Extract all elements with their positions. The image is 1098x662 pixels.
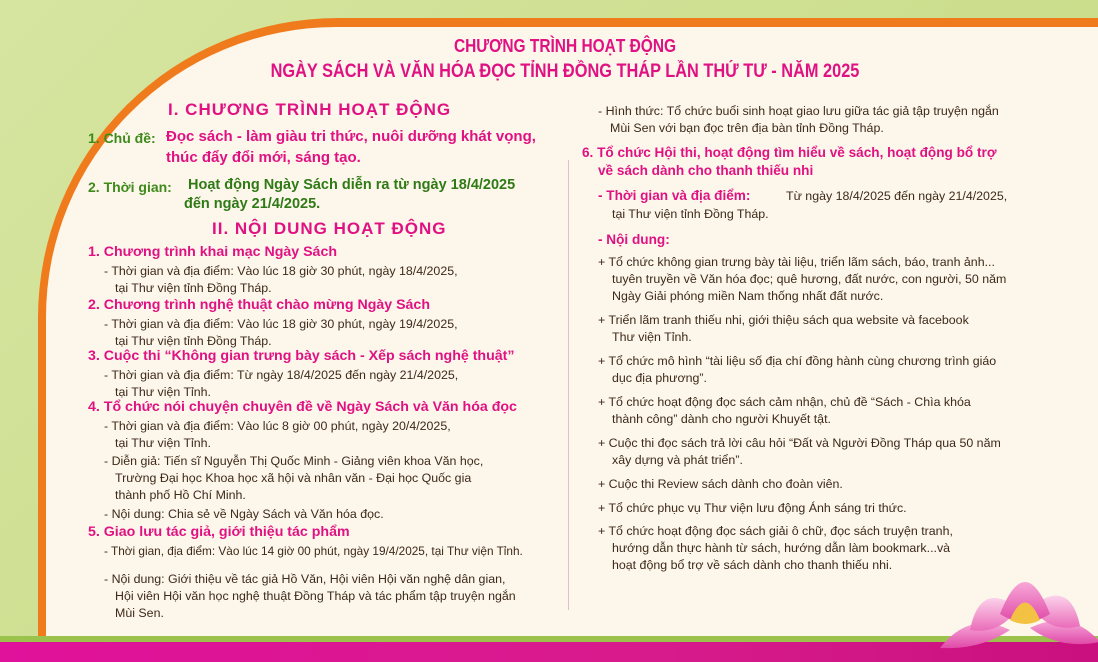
bullet-line: tuyên truyền về Văn hóa đọc; quê hương, đất nước, con người, 50 năm xyxy=(612,272,1007,286)
bullet-line: xây dựng và phát triển”. xyxy=(612,453,743,467)
column-divider xyxy=(568,160,569,610)
item5-line: - Nội dung: Giới thiệu về tác giả Hồ Văn, Hội viên Hội văn nghệ dân gian, xyxy=(104,572,506,586)
bullet-line: hướng dẫn thực hành từ sách, hướng dẫn làm bookmark...và xyxy=(612,541,951,555)
item2-line: tại Thư viện tỉnh Đồng Tháp. xyxy=(115,334,272,348)
lotus-flower-icon xyxy=(930,530,1098,662)
bullet-line: + Triển lãm tranh thiếu nhi, giới thiệu sách qua website và facebook xyxy=(598,313,969,327)
item2-line: - Thời gian và địa điểm: Vào lúc 18 giờ 30 phút, ngày 19/4/2025, xyxy=(104,317,458,331)
bullet-line: + Tổ chức phục vụ Thư viện lưu động Ánh sáng tri thức. xyxy=(598,501,907,515)
time-place-value: Từ ngày 18/4/2025 đến ngày 21/4/2025, xyxy=(786,189,1008,203)
item5-line: Hội viên Hội văn học nghệ thuật Đồng Tháp và tác phẩm tập truyện ngắn xyxy=(115,589,516,603)
item4-line: tại Thư viện Tỉnh. xyxy=(115,436,211,450)
item6-title-line2: về sách dành cho thanh thiếu nhi xyxy=(598,163,814,178)
bullet-line: + Tổ chức không gian trưng bày tài liệu, triển lãm sách, báo, tranh ảnh... xyxy=(598,255,995,269)
item5-line: Mùi Sen. xyxy=(115,606,164,620)
page-title-line1: CHƯƠNG TRÌNH HOẠT ĐỘNG xyxy=(453,36,677,56)
item4-line: - Diễn giả: Tiến sĩ Nguyễn Thị Quốc Minh - Giảng viên khoa Văn học, xyxy=(104,454,484,468)
item4-line: - Nội dung: Chia sẻ về Ngày Sách và Văn hóa đọc. xyxy=(104,507,384,521)
bullet-line: thành công” dành cho người Khuyết tật. xyxy=(612,412,831,426)
item6-title-line1: 6. Tổ chức Hội thi, hoạt động tìm hiểu về sách, hoạt động bổ trợ xyxy=(582,145,997,160)
section1-heading: I. CHƯƠNG TRÌNH HOẠT ĐỘNG xyxy=(168,100,452,119)
item1-line: tại Thư viện tỉnh Đồng Tháp. xyxy=(115,281,272,295)
theme-line1: Đọc sách - làm giàu tri thức, nuôi dưỡng khát vọng, xyxy=(166,128,536,145)
item1-line: - Thời gian và địa điểm: Vào lúc 18 giờ 30 phút, ngày 18/4/2025, xyxy=(104,264,458,278)
bullet-line: Ngày Giải phóng miền Nam thống nhất đất nước. xyxy=(612,289,884,303)
bullet-line: + Cuộc thi Review sách dành cho đoàn viên. xyxy=(598,477,843,491)
bullet-line: + Tổ chức hoạt động đọc sách cảm nhận, chủ đề “Sách - Chìa khóa xyxy=(598,395,971,409)
bullet-line: hoạt động bổ trợ về sách dành cho thanh thiếu nhi. xyxy=(612,558,893,572)
form-line1: - Hình thức: Tổ chức buổi sinh hoạt giao lưu giữa tác giả tập truyện ngắn xyxy=(598,104,999,118)
item3-line: tại Thư viện Tỉnh. xyxy=(115,385,211,399)
bullet-line: Thư viện Tỉnh. xyxy=(612,330,692,344)
page-title-line2: NGÀY SÁCH VÀ VĂN HÓA ĐỌC TỈNH ĐỒNG THÁP LẦN THỨ TƯ - NĂM 2025 xyxy=(270,61,860,82)
item4-line: thành phố Hồ Chí Minh. xyxy=(115,488,246,502)
item2-title: 2. Chương trình nghệ thuật chào mừng Ngày Sách xyxy=(88,297,430,313)
bullet-line: + Tổ chức hoạt động đọc sách giải ô chữ, đọc sách truyện tranh, xyxy=(598,524,953,538)
item3-line: - Thời gian và địa điểm: Từ ngày 18/4/2025 đến ngày 21/4/2025, xyxy=(104,368,459,382)
bullet-line: + Tổ chức mô hình “tài liệu số địa chí đồng hành cùng chương trình giáo xyxy=(598,354,997,368)
theme-line2: thúc đẩy đổi mới, sáng tạo. xyxy=(166,149,361,166)
form-line2: Mùi Sen với bạn đọc trên địa bàn tỉnh Đồng Tháp. xyxy=(610,121,884,135)
item4-line: Trường Đại học Khoa học xã hội và nhân văn - Đại học Quốc gia xyxy=(115,471,472,485)
item5-title: 5. Giao lưu tác giả, giới thiệu tác phẩm xyxy=(88,524,350,540)
item1-title: 1. Chương trình khai mạc Ngày Sách xyxy=(88,244,337,260)
time-line2: đến ngày 21/4/2025. xyxy=(184,196,321,212)
bullet-line: + Cuộc thi đọc sách trả lời câu hỏi “Đất và Người Đồng Tháp qua 50 năm xyxy=(598,436,1001,450)
content-label: - Nội dung: xyxy=(598,232,670,247)
time-place-label: - Thời gian và địa điểm: xyxy=(598,188,751,203)
item4-title: 4. Tổ chức nói chuyện chuyên đề về Ngày Sách và Văn hóa đọc xyxy=(88,399,517,415)
bullet-line: dục địa phương”. xyxy=(612,371,707,385)
time-label: 2. Thời gian: xyxy=(88,179,172,195)
item5-line: - Thời gian, địa điểm: Vào lúc 14 giờ 00 phút, ngày 19/4/2025, tại Thư viện Tỉnh. xyxy=(104,544,523,558)
item3-title: 3. Cuộc thi “Không gian trưng bày sách - Xếp sách nghệ thuật” xyxy=(88,348,515,364)
time-line1: Hoạt động Ngày Sách diễn ra từ ngày 18/4/2025 xyxy=(188,177,516,193)
theme-label: 1. Chủ đề: xyxy=(88,130,156,146)
time-place-line2: tại Thư viện tỉnh Đồng Tháp. xyxy=(612,207,769,221)
item4-line: - Thời gian và địa điểm: Vào lúc 8 giờ 00 phút, ngày 20/4/2025, xyxy=(104,419,451,433)
section2-heading: II. NỘI DUNG HOẠT ĐỘNG xyxy=(212,219,447,238)
